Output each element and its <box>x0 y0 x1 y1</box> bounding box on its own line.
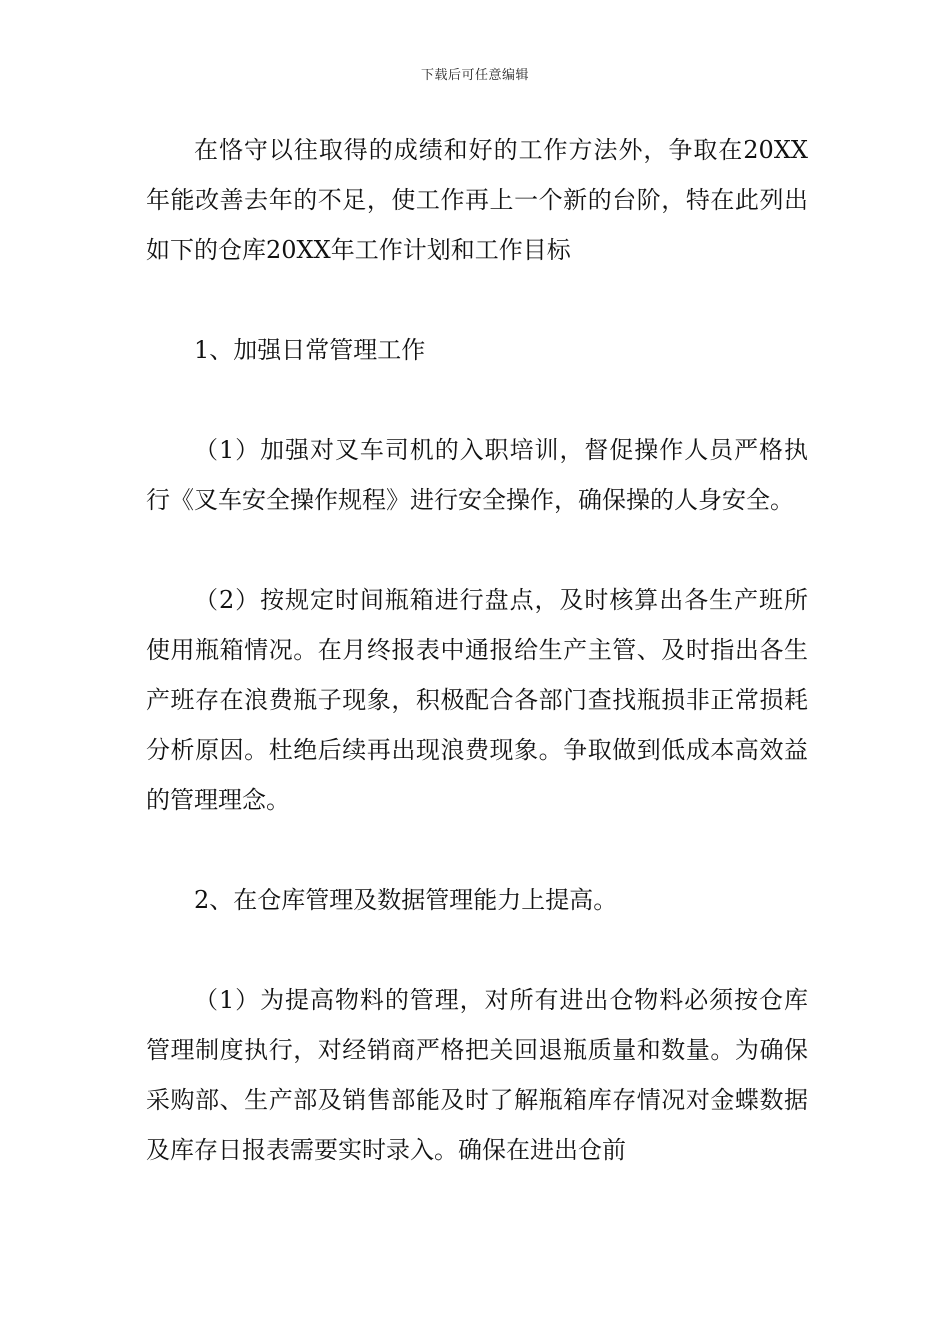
paragraph-gap <box>146 925 808 975</box>
section-heading-1: 1、加强日常管理工作 <box>194 336 426 364</box>
paragraph-gap <box>146 375 808 425</box>
paragraph-intro: 在恪守以往取得的成绩和好的工作方法外，争取在20XX年能改善去年的不足，使工作再上一个新的台阶，特在此列出如下的仓库20XX年工作计划和工作目标 <box>146 136 808 264</box>
paragraph-gap <box>146 525 808 575</box>
paragraph-gap <box>146 275 808 325</box>
paragraph-1-2: （2）按规定时间瓶箱进行盘点，及时核算出各生产班所使用瓶箱情况。在月终报表中通报给生产主管、及时指出各生产班存在浪费瓶子现象，积极配合各部门查找瓶损非正常损耗分析原因。杜绝后续再出现浪费现象。争取做到低成本高效益的管理理念。 <box>146 586 808 814</box>
paragraph-1-1: （1）加强对叉车司机的入职培训，督促操作人员严格执行《叉车安全操作规程》进行安全操作，确保操的人身安全。 <box>146 436 808 514</box>
page-header: 下载后可任意编辑 <box>420 68 529 83</box>
paragraph-2-1: （1）为提高物料的管理，对所有进出仓物料必须按仓库管理制度执行，对经销商严格把关回退瓶质量和数量。为确保采购部、生产部及销售部能及时了解瓶箱库存情况对金蝶数据及库存日报表需要实时录入。确保在进出仓前 <box>146 986 808 1164</box>
section-heading-2: 2、在仓库管理及数据管理能力上提高。 <box>194 886 618 914</box>
document-body <box>146 125 808 1175</box>
paragraph-gap <box>146 825 808 875</box>
